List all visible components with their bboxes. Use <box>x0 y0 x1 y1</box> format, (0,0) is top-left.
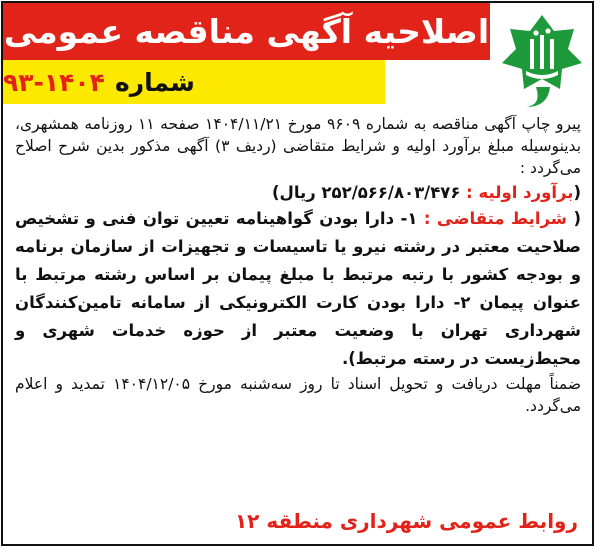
conditions-label: شرایط متقاضی : <box>423 209 567 228</box>
deadline-paragraph: ضمناً مهلت دریافت و تحویل اسناد تا روز سه‌شنبه مورخ ۱۴۰۴/۱۲/۰۵ تمدید و اعلام می‌گردد. <box>15 375 581 415</box>
notice-number-label: شماره <box>114 67 195 97</box>
initial-estimate <box>15 181 581 205</box>
title-banner <box>3 3 490 60</box>
notice-frame <box>1 1 594 546</box>
estimate-open-paren: ( <box>573 183 581 202</box>
conditions-open-paren: ( <box>573 209 581 228</box>
estimate-value: ۲۵۲/۵۶۶/۸۰۳/۴۷۶ ریال) <box>271 183 461 202</box>
notice-body <box>15 113 581 417</box>
tehran-municipality-logo-icon <box>496 9 588 109</box>
tehran-municipality-logo <box>490 3 594 115</box>
estimate-label: برآورد اولیه : <box>466 183 574 202</box>
conditions-text: ۱- دارا بودن گواهینامه تعیین توان فنی و تشخیص صلاحیت معتبر در رشته نیرو یا تاسیسات و تجهیزات از سازمان برنامه و بودجه کشور با رتبه مرتبط با مبلغ پیمان بر اساس رشته مرتبط با عنوان پیمان ۲- دارا بودن کارت الکترونیکی از سامانه تامین‌کنندگان شهرداری تهران با وضعیت معتبر از حوزه خدمات شهری و محیط‌زیست در رسته مرتبط). <box>15 209 581 368</box>
intro-paragraph: پیرو چاپ آگهی مناقصه به شماره ۹۶۰۹ مورخ ۱۴۰۴/۱۱/۲۱ صفحه ۱۱ روزنامه همشهری، بدینوسیله مبلغ برآورد اولیه و شرایط متقاضی (ردیف ۳) آگهی مذکور بدین شرح اصلاح می‌گردد : <box>15 115 582 177</box>
notice-number-value: ۹۳-۱۴۰۴ <box>3 67 105 97</box>
notice-title: اصلاحیه آگهی مناقصه عمومی <box>3 12 490 51</box>
applicant-conditions <box>15 205 581 373</box>
footer-signature: روابط عمومی شهرداری منطقه ۱۲ <box>234 509 578 533</box>
notice-number-bar <box>3 60 385 104</box>
